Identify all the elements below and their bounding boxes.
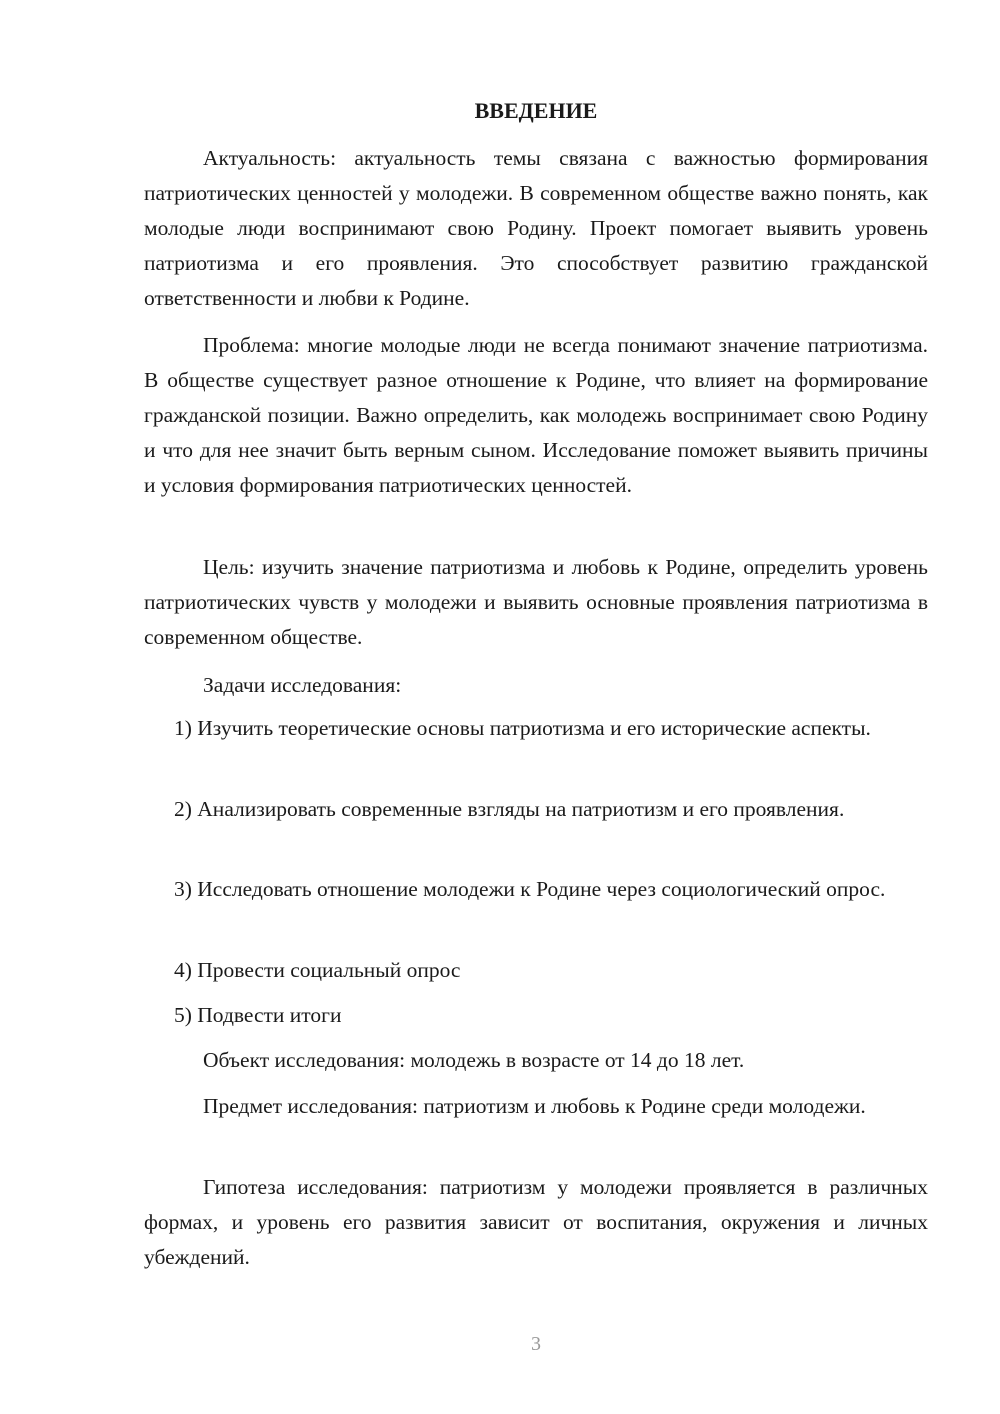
task-item-4: 4) Провести социальный опрос — [174, 958, 461, 982]
page-number: 3 — [531, 1333, 541, 1355]
paragraph-problem: Проблема: многие молодые люди не всегда понимают значение патриотизма. В обществе существует разное отношение к Родине, что влияет на формирование гражданской позиции. Важно определить, как молодежь воспринимает свою Родину и что для нее значит быть верным сыном. Исследование поможет выявить причины и условия формирования патриотических ценностей. — [144, 333, 928, 497]
task-item-2: 2) Анализировать современные взгляды на патриотизм и его проявления. — [174, 797, 845, 821]
task-item-1: 1) Изучить теоретические основы патриотизма и его исторические аспекты. — [174, 716, 871, 740]
paragraph-object: Объект исследования: молодежь в возрасте от 14 до 18 лет. — [203, 1048, 745, 1072]
paragraph-goal: Цель: изучить значение патриотизма и любовь к Родине, определить уровень патриотических чувств у молодежи и выявить основные проявления патриотизма в современном обществе. — [144, 555, 928, 649]
tasks-title: Задачи исследования: — [203, 673, 402, 697]
paragraph-relevance: Актуальность: актуальность темы связана с важностью формирования патриотических ценностей у молодежи. В современном обществе важно понять, как молодые люди воспринимают свою Родину. Проект помогает выявить уровень патриотизма и его проявления. Это способствует развитию гражданской ответственности и любви к Родине. — [144, 146, 928, 310]
section-heading: ВВЕДЕНИЕ — [474, 98, 598, 123]
task-item-5: 5) Подвести итоги — [174, 1003, 342, 1027]
paragraph-hypothesis: Гипотеза исследования: патриотизм у молодежи проявляется в различных формах, и уровень его развития зависит от воспитания, окружения и личных убеждений. — [144, 1175, 928, 1269]
paragraph-subject: Предмет исследования: патриотизм и любовь к Родине среди молодежи. — [203, 1094, 866, 1118]
task-item-3: 3) Исследовать отношение молодежи к Родине через социологический опрос. — [174, 877, 886, 901]
